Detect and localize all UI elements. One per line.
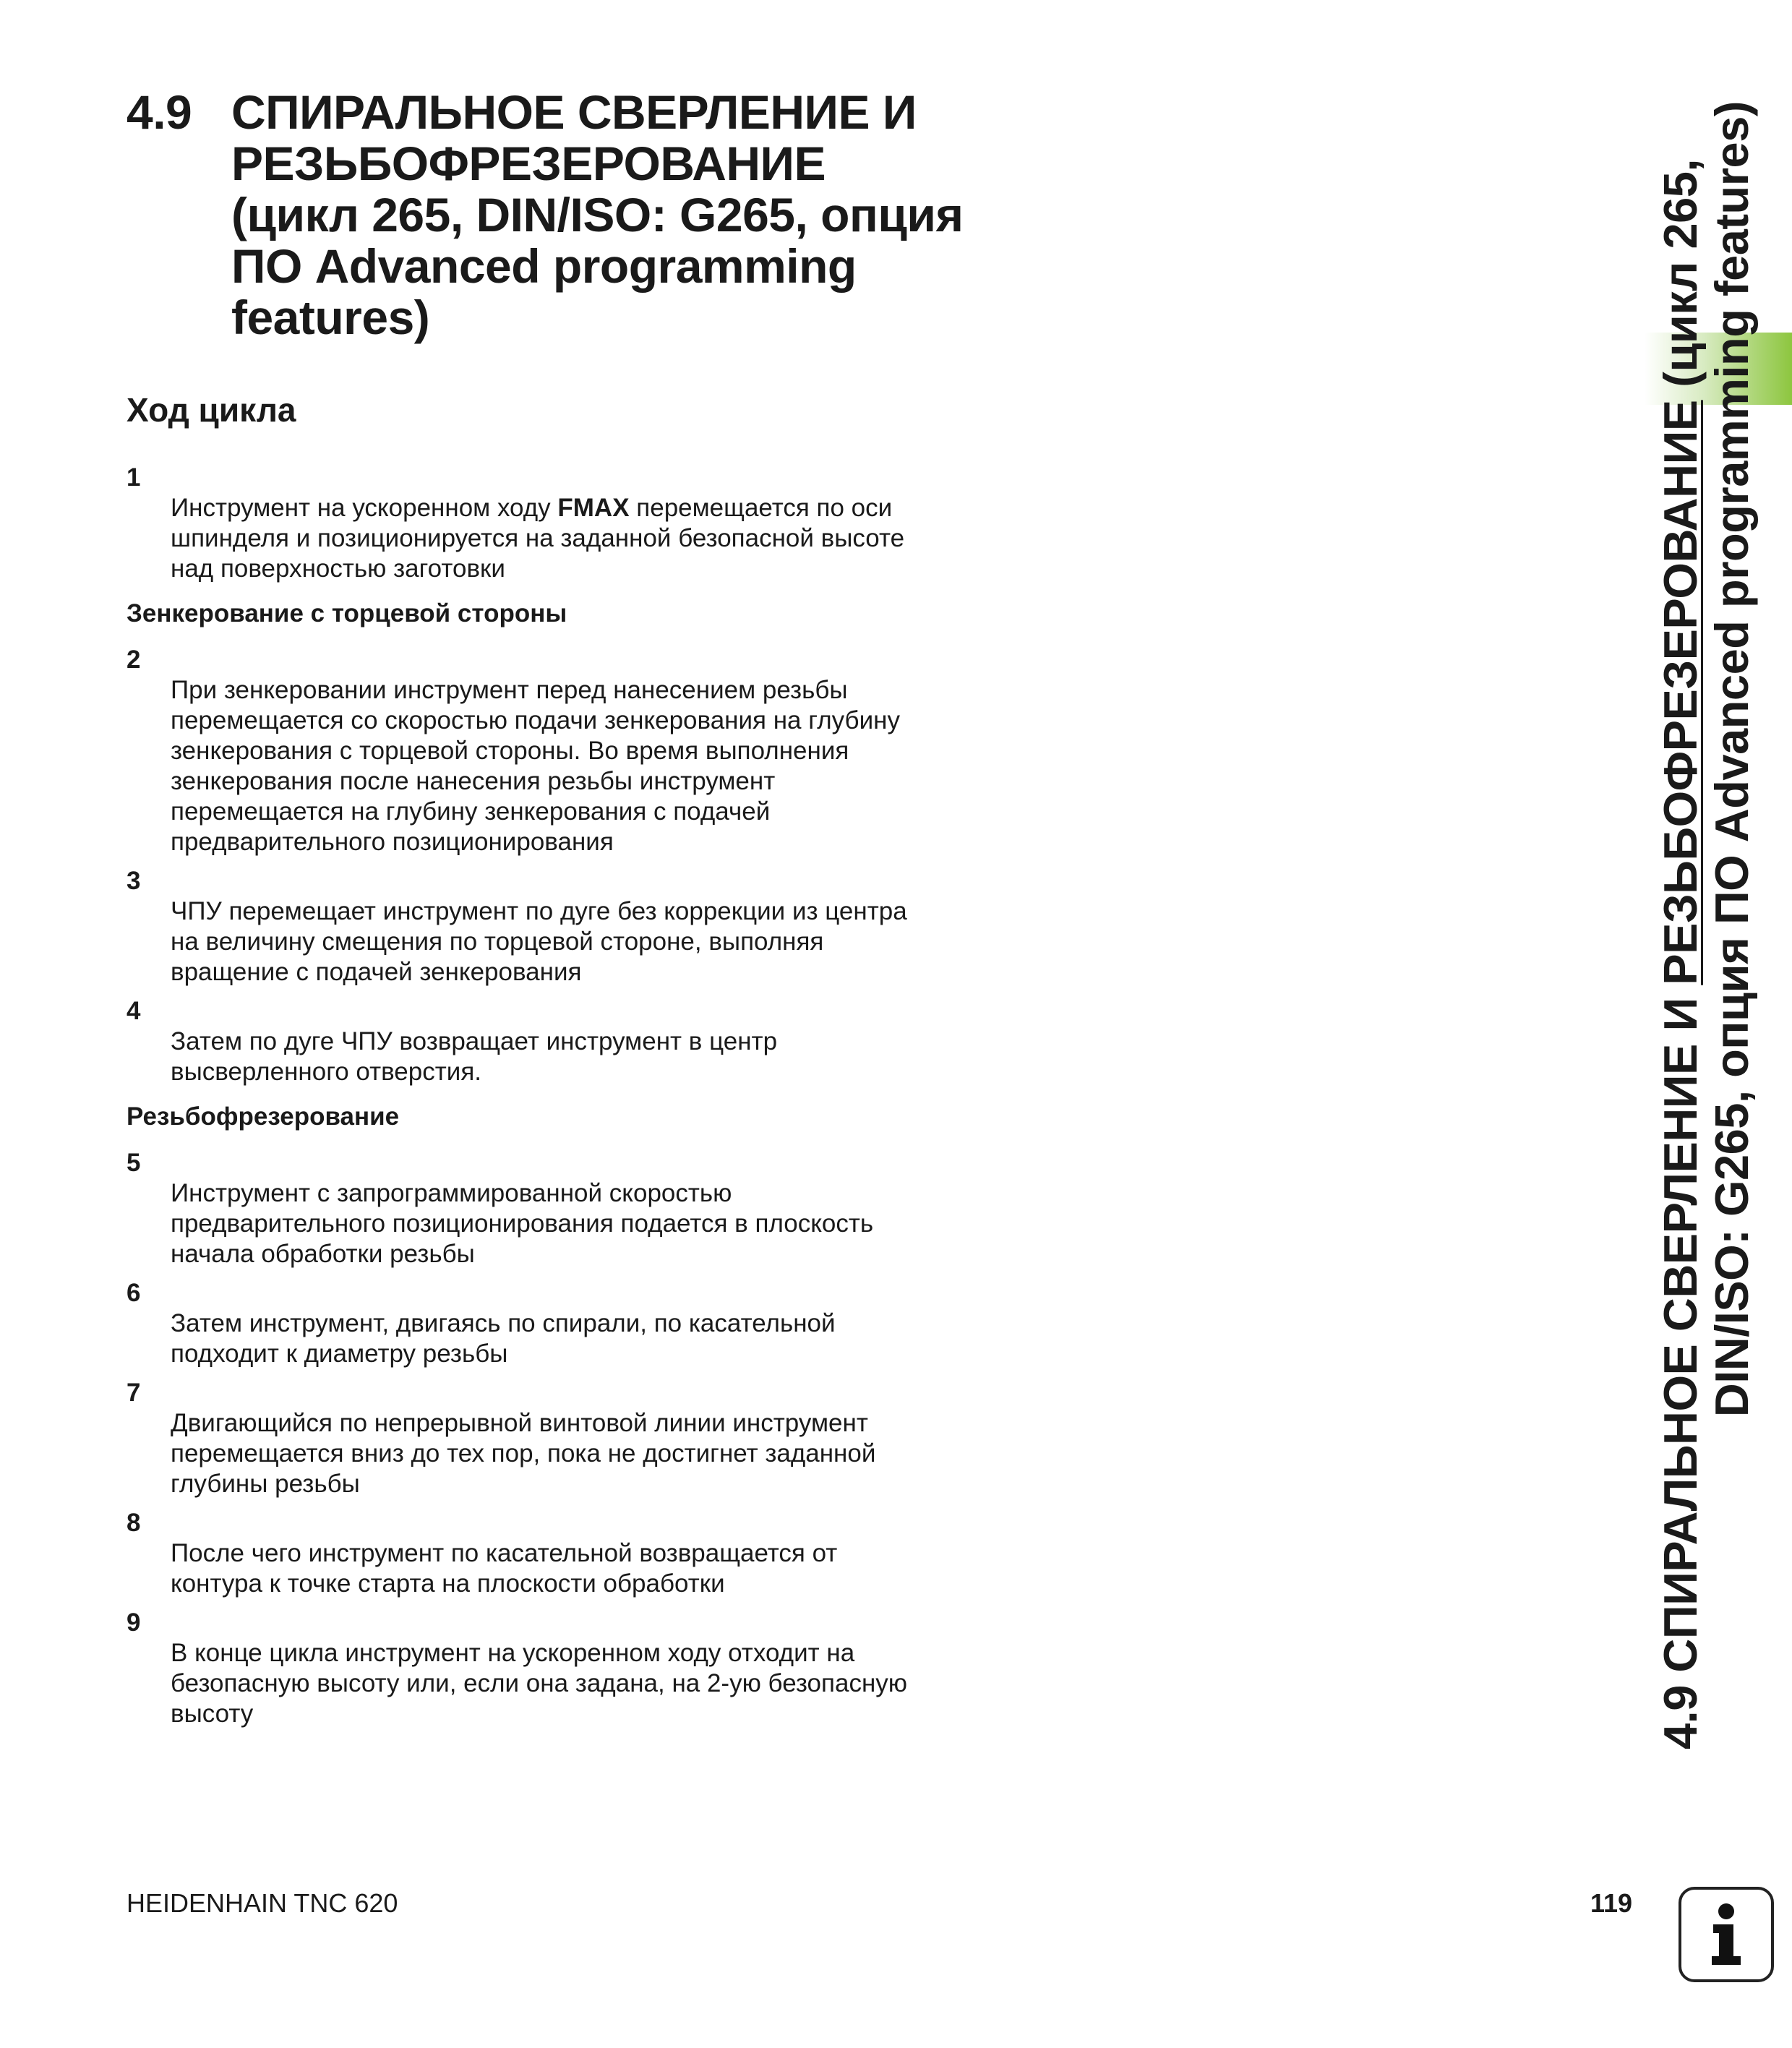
subheading-thread-milling: Резьбофрезерование (127, 1102, 400, 1131)
list-item (127, 1508, 994, 1599)
side-running-title (1655, 101, 1757, 1749)
list-item (127, 1608, 994, 1729)
side-title-line2: DIN/ISO: G265, опция ПО Advanced programming features) (1705, 101, 1758, 1418)
list-item (127, 1278, 994, 1369)
side-title-part: РЕЗЬБОФРЕЗЕРОВАНИЕ (1654, 400, 1707, 985)
item-text: ЧПУ перемещает инструмент по дуге без коррекции из центра на величину смещения по торцевой стороне, выполняя вращение с подачей зенкерования (171, 897, 907, 986)
subheading-countersinking: Зенкерование с торцевой стороны (127, 599, 567, 627)
item-text: В конце цикла инструмент на ускоренном ходу отходит на безопасную высоту или, если она задана, на 2-ую безопасную высоту (171, 1639, 908, 1728)
item-text: При зенкеровании инструмент перед нанесением резьбы перемещается со скоростью подачи зенкерования на глубину зенкерования с торцевой стороны. Во время выполнения зенкерования после нанесения резьбы инструмент перемещается на глубину зенкерования с подачей предварительного позиционирования (171, 676, 900, 856)
info-icon (1679, 1887, 1774, 1982)
list-item (127, 463, 994, 584)
item-number: 7 (127, 1379, 141, 1407)
item-number: 9 (127, 1608, 141, 1637)
item-text: После чего инструмент по касательной возвращается от контура к точке старта на плоскости обработки (171, 1539, 838, 1598)
item-number: 5 (127, 1149, 141, 1177)
item-number: 3 (127, 867, 141, 895)
item-text-bold: FMAX (557, 494, 630, 522)
side-title-part: (цикл 265, (1654, 159, 1707, 400)
item-text-pre: Инструмент на ускоренном ходу (171, 494, 558, 522)
item-number: 1 (127, 463, 141, 492)
side-title-part: 4.9 СПИРАЛЬНОЕ СВЕРЛЕНИЕ И (1654, 985, 1707, 1749)
list-item (127, 866, 994, 987)
heading-text: СПИРАЛЬНОЕ СВЕРЛЕНИЕ И РЕЗЬБОФРЕЗЕРОВАНИЕ (цикл 265, DIN/ISO: G265, опция ПО Advanced programming features) (231, 85, 964, 344)
item-number: 2 (127, 646, 141, 674)
item-text-post: перемещается по оси шпинделя и позиционируется на заданной безопасной высоте над поверхностью заготовки (171, 494, 905, 583)
cycle-steps (127, 463, 994, 1738)
section-title: Ход цикла (127, 391, 296, 429)
item-number: 6 (127, 1279, 141, 1307)
list-item (127, 645, 994, 857)
footer-product: HEIDENHAIN TNC 620 (127, 1888, 398, 1918)
list-item (127, 1378, 994, 1499)
page-number: 119 (1590, 1888, 1633, 1918)
item-number: 8 (127, 1509, 141, 1537)
list-item (127, 996, 994, 1087)
list-item (127, 1148, 994, 1269)
item-text: Затем инструмент, двигаясь по спирали, по касательной подходит к диаметру резьбы (171, 1309, 836, 1368)
heading-number: 4.9 (127, 85, 192, 139)
item-number: 4 (127, 997, 141, 1025)
item-text: Затем по дуге ЧПУ возвращает инструмент в центр высверленного отверстия. (171, 1027, 778, 1086)
item-text: Двигающийся по непрерывной винтовой линии инструмент перемещается вниз до тех пор, пока не достигнет заданной глубины резьбы (171, 1409, 876, 1498)
item-text: Инструмент с запрограммированной скоростью предварительного позиционирования подается в плоскость начала обработки резьбы (171, 1179, 874, 1268)
